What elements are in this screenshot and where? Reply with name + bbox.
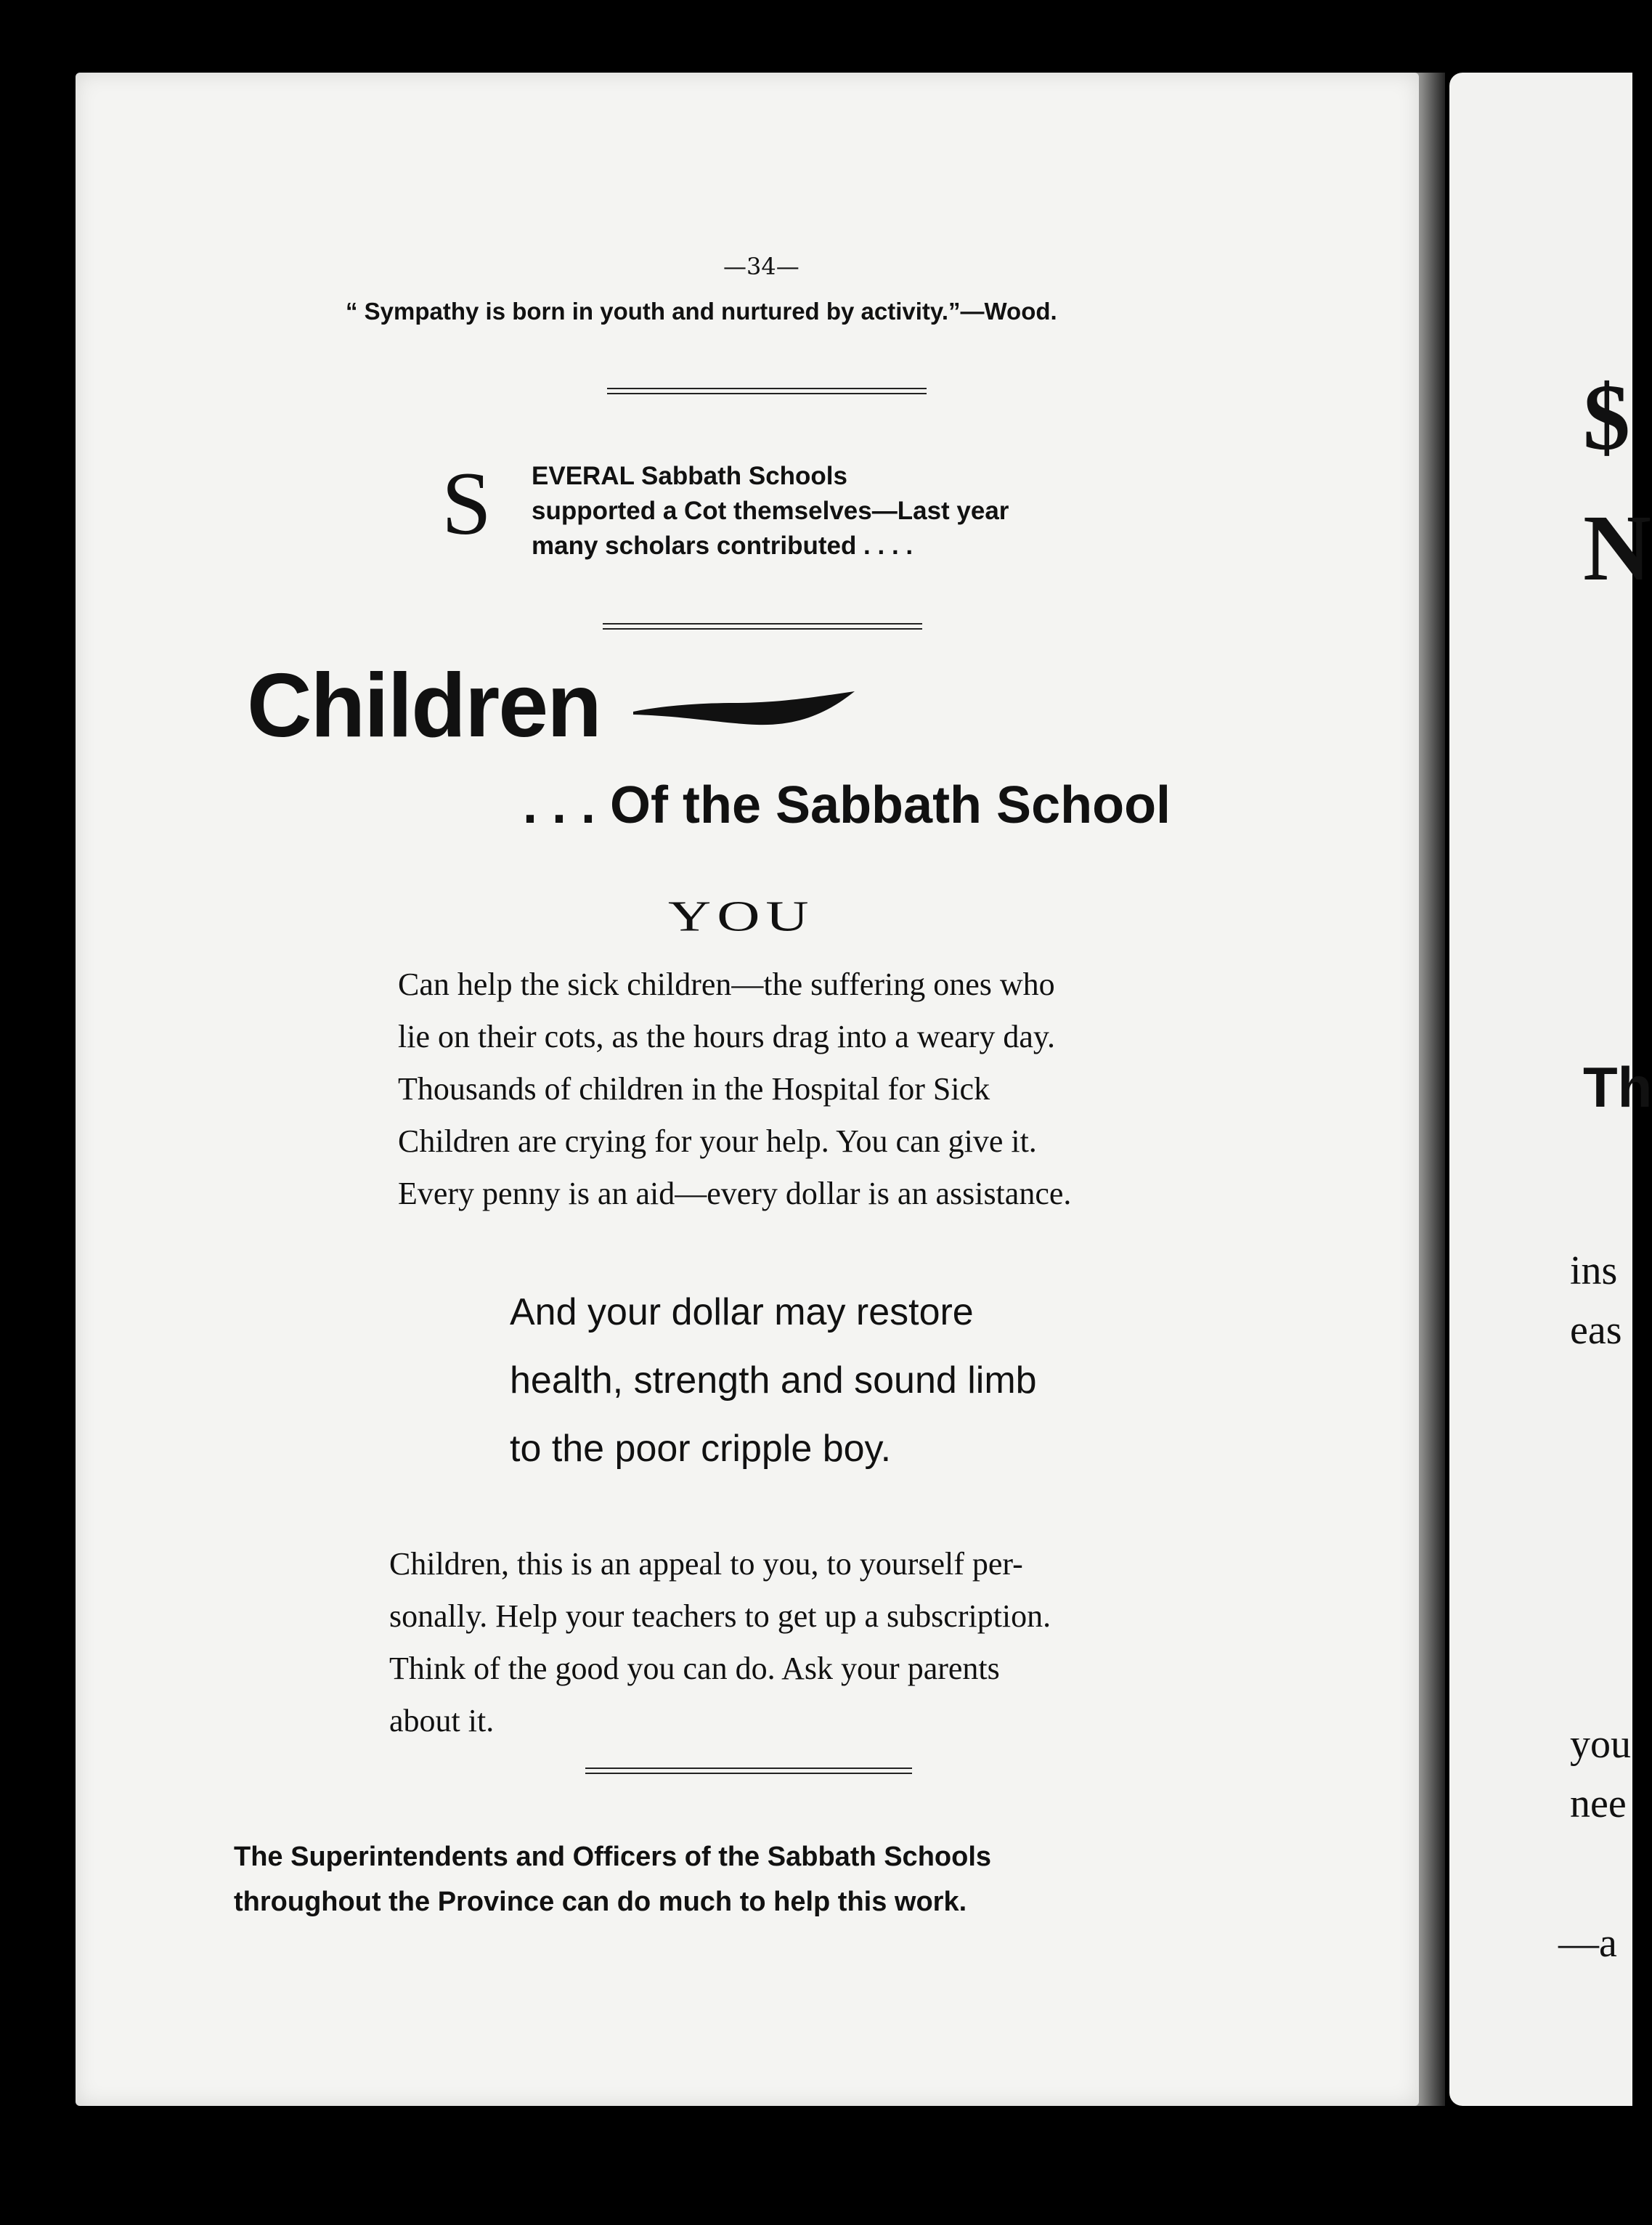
intro-line: supported a Cot themselves—Last year	[532, 497, 1009, 525]
paragraph-line: Children are crying for your help. You can give it.	[398, 1123, 1037, 1159]
adjacent-fragment: eas	[1570, 1308, 1622, 1353]
adjacent-fragment: —a	[1558, 1921, 1617, 1966]
adjacent-fragment: $	[1583, 365, 1630, 470]
divider-rule	[585, 1768, 912, 1774]
closing-line: throughout the Province can do much to help this work.	[234, 1887, 967, 1917]
you-heading: YOU	[668, 892, 815, 940]
children-appeal-paragraph	[389, 1538, 1051, 1747]
paragraph-line: about it.	[389, 1703, 495, 1738]
adjacent-page	[1449, 73, 1652, 2106]
closing-note	[234, 1834, 991, 1924]
divider-rule	[607, 388, 927, 394]
dollar-paragraph	[510, 1278, 1037, 1483]
paragraph-line: Can help the sick children—the suffering ones who	[398, 967, 1055, 1002]
subheadline: . . . Of the Sabbath School	[523, 776, 1171, 834]
paragraph-line: Thousands of children in the Hospital for Sick	[398, 1071, 990, 1107]
divider-rule	[603, 623, 922, 630]
swash-ornament	[633, 690, 858, 733]
closing-line: The Superintendents and Officers of the Sabbath Schools	[234, 1842, 992, 1872]
intro-block	[532, 459, 1009, 564]
paragraph-line: sonally. Help your teachers to get up a subscription.	[389, 1598, 1051, 1634]
drop-cap: S	[442, 454, 492, 553]
adjacent-fragment: you	[1570, 1722, 1631, 1767]
paragraph-line: And your dollar may restore	[510, 1291, 974, 1333]
paragraph-line: Think of the good you can do. Ask your parents	[389, 1651, 1000, 1686]
appeal-paragraph	[398, 959, 1071, 1220]
adjacent-fragment: N	[1583, 496, 1651, 601]
paragraph-line: to the poor cripple boy.	[510, 1428, 892, 1470]
epigraph: “ Sympathy is born in youth and nurtured by activity.”—Wood.	[346, 298, 1057, 325]
adjacent-fragment: Th	[1583, 1055, 1652, 1119]
paragraph-line: Children, this is an appeal to you, to yourself per-	[389, 1546, 1023, 1582]
intro-line: EVERAL Sabbath Schools	[532, 462, 847, 490]
page-number: —34—	[723, 253, 799, 280]
headline: Children	[247, 656, 601, 756]
paragraph-line: health, strength and sound limb	[510, 1359, 1037, 1402]
intro-line: many scholars contributed . . . .	[532, 532, 914, 560]
paragraph-line: Every penny is an aid—every dollar is an assistance.	[398, 1176, 1072, 1211]
adjacent-fragment: ins	[1570, 1248, 1618, 1293]
adjacent-fragment: nee	[1570, 1781, 1627, 1826]
paragraph-line: lie on their cots, as the hours drag into a weary day.	[398, 1019, 1055, 1054]
